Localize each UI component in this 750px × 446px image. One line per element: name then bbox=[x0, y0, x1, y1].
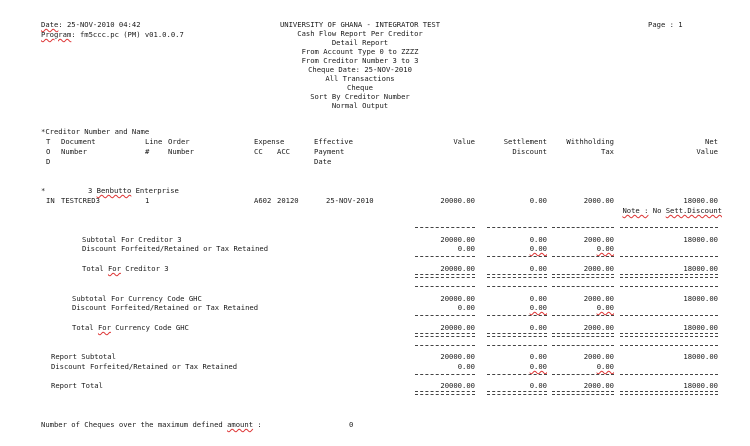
double-rule-value bbox=[415, 333, 475, 337]
col-document: Document bbox=[61, 137, 96, 146]
sort-order-text: Sort By Creditor Number bbox=[310, 92, 410, 101]
total-currency-net: 18000.00 bbox=[683, 323, 718, 332]
col-t: T bbox=[46, 137, 51, 146]
col-expense: Expense bbox=[254, 137, 285, 146]
rule-value bbox=[415, 315, 475, 316]
double-rule-net bbox=[620, 391, 718, 395]
subtotal-creditor-tax: 2000.00 bbox=[583, 235, 614, 244]
report-total-net: 18000.00 bbox=[683, 381, 718, 390]
subtotal-currency-net: 18000.00 bbox=[683, 294, 718, 303]
report-title: Cash Flow Report Per Creditor bbox=[297, 29, 423, 38]
cheques-over-max-label bbox=[41, 420, 262, 429]
col-o: O bbox=[46, 147, 51, 156]
double-rule-net bbox=[620, 333, 718, 337]
report-total-tax: 2000.00 bbox=[583, 381, 614, 390]
txn-tax: 2000.00 bbox=[583, 196, 614, 205]
txn-effective-date: 25-NOV-2010 bbox=[326, 196, 374, 205]
report-subtotal-label: Report Subtotal bbox=[51, 352, 116, 361]
forfeited-report-label: Discount Forfeited/Retained or Tax Retained bbox=[51, 362, 238, 371]
rule-value bbox=[415, 374, 475, 375]
txn-discount: 0.00 bbox=[529, 196, 547, 205]
double-rule-value bbox=[415, 274, 475, 278]
total-currency-value: 20000.00 bbox=[440, 323, 475, 332]
report-total-value: 20000.00 bbox=[440, 381, 475, 390]
col-number: Number bbox=[61, 147, 87, 156]
date-value: : 25-NOV-2010 04:42 bbox=[58, 20, 141, 29]
subtotal-currency-label: Subtotal For Currency Code GHC bbox=[72, 294, 202, 303]
note-text: Sett.Discount bbox=[665, 206, 722, 215]
double-rule-tax bbox=[552, 391, 614, 395]
rule-value bbox=[415, 286, 475, 287]
subtotal-currency-tax: 2000.00 bbox=[583, 294, 614, 303]
creditor-range: From Creditor Number 3 to 3 bbox=[301, 56, 419, 65]
transaction-filter: All Transactions bbox=[325, 74, 395, 83]
total-creditor-net: 18000.00 bbox=[683, 264, 718, 273]
report-subtotal-net: 18000.00 bbox=[683, 352, 718, 361]
subtotal-currency-discount: 0.00 bbox=[529, 294, 547, 303]
report-subtotal-discount: 0.00 bbox=[529, 352, 547, 361]
col-withholding: Withholding bbox=[566, 137, 614, 146]
total-creditor-value: 20000.00 bbox=[440, 264, 475, 273]
double-rule-discount bbox=[487, 391, 547, 395]
total-currency-label bbox=[72, 323, 189, 332]
double-rule-net bbox=[620, 274, 718, 278]
rule-net bbox=[620, 345, 718, 346]
forfeited-creditor-discount bbox=[487, 244, 547, 253]
col-payment: Payment bbox=[314, 147, 345, 156]
txn-document: TESTCRED3 bbox=[61, 196, 100, 205]
date-label: Date bbox=[41, 20, 59, 29]
rule-net bbox=[620, 256, 718, 257]
cheques-over-max-label-b: amount bbox=[227, 420, 254, 429]
total-creditor-discount: 0.00 bbox=[529, 264, 547, 273]
report-subtotal-tax: 2000.00 bbox=[583, 352, 614, 361]
creditor-name-first: Benbutto bbox=[96, 186, 132, 195]
col-line: Line bbox=[145, 137, 163, 146]
rule-net bbox=[620, 315, 718, 316]
subtotal-creditor-net: 18000.00 bbox=[683, 235, 718, 244]
col-discount: Discount bbox=[512, 147, 547, 156]
col-order: Order bbox=[168, 137, 190, 146]
rule-value bbox=[415, 256, 475, 257]
txn-acc: 20120 bbox=[277, 196, 299, 205]
payment-method: Cheque bbox=[347, 83, 373, 92]
rule-tax bbox=[552, 286, 614, 287]
col-order-number: Number bbox=[168, 147, 194, 156]
forfeited-creditor-tax bbox=[552, 244, 614, 253]
forfeited-currency-value: 0.00 bbox=[457, 303, 475, 312]
cheques-over-max-label-c: : bbox=[253, 420, 262, 429]
forfeited-report-tax bbox=[552, 362, 614, 371]
creditor-marker: * bbox=[41, 186, 46, 195]
report-institution: UNIVERSITY OF GHANA - INTEGRATOR TEST bbox=[279, 20, 441, 29]
account-range: From Account Type 0 to ZZZZ bbox=[301, 47, 419, 56]
creditor-name-rest: Enterprise bbox=[131, 186, 179, 195]
double-rule-tax bbox=[552, 333, 614, 337]
forfeited-creditor-tax-text: 0.00 bbox=[596, 244, 614, 253]
rule-tax bbox=[552, 256, 614, 257]
rule-net bbox=[620, 374, 718, 375]
forfeited-currency-discount bbox=[487, 303, 547, 312]
total-creditor-label-b: For bbox=[107, 264, 121, 273]
rule-discount bbox=[487, 315, 547, 316]
note-prefix: No bbox=[652, 206, 666, 215]
program-line bbox=[41, 30, 184, 39]
total-currency-discount: 0.00 bbox=[529, 323, 547, 332]
total-creditor-label bbox=[82, 264, 169, 273]
subtotal-creditor-label: Subtotal For Creditor 3 bbox=[82, 235, 182, 244]
rule-discount bbox=[487, 345, 547, 346]
program-label: Program bbox=[41, 30, 72, 39]
rule-discount bbox=[487, 227, 547, 228]
double-rule-tax bbox=[552, 274, 614, 278]
forfeited-currency-label: Discount Forfeited/Retained or Tax Retained bbox=[72, 303, 259, 312]
forfeited-report-discount bbox=[487, 362, 547, 371]
col-acc: ACC bbox=[277, 147, 290, 156]
note-line bbox=[560, 206, 722, 215]
report-total-label: Report Total bbox=[51, 381, 103, 390]
subtotal-creditor-discount: 0.00 bbox=[529, 235, 547, 244]
total-currency-label-a: Total bbox=[72, 323, 98, 332]
date-line bbox=[41, 20, 141, 29]
page-number: Page : 1 bbox=[648, 20, 683, 29]
rule-tax bbox=[552, 315, 614, 316]
report-subtotal-value: 20000.00 bbox=[440, 352, 475, 361]
col-settlement: Settlement bbox=[503, 137, 547, 146]
subtotal-creditor-value: 20000.00 bbox=[440, 235, 475, 244]
col-d: D bbox=[46, 157, 51, 166]
total-creditor-tax: 2000.00 bbox=[583, 264, 614, 273]
total-currency-label-b: For bbox=[97, 323, 111, 332]
total-currency-tax: 2000.00 bbox=[583, 323, 614, 332]
txn-type: IN bbox=[46, 196, 55, 205]
rule-value bbox=[415, 345, 475, 346]
cheques-over-max-label-a: Number of Cheques over the maximum defined bbox=[41, 420, 228, 429]
rule-discount bbox=[487, 374, 547, 375]
forfeited-creditor-value: 0.00 bbox=[457, 244, 475, 253]
forfeited-report-discount-text: 0.00 bbox=[529, 362, 547, 371]
sort-order bbox=[240, 92, 480, 101]
double-rule-discount bbox=[487, 274, 547, 278]
forfeited-currency-discount-text: 0.00 bbox=[529, 303, 547, 312]
rule-discount bbox=[487, 256, 547, 257]
col-effective: Effective bbox=[314, 137, 353, 146]
rule-net bbox=[620, 227, 718, 228]
col-net-value: Value bbox=[696, 147, 718, 156]
rule-tax bbox=[552, 374, 614, 375]
double-rule-value bbox=[415, 391, 475, 395]
note-label: Note : bbox=[622, 206, 649, 215]
creditor-name bbox=[88, 186, 179, 195]
output-mode: Normal Output bbox=[331, 101, 389, 110]
rule-tax bbox=[552, 345, 614, 346]
double-rule-discount bbox=[487, 333, 547, 337]
forfeited-report-tax-text: 0.00 bbox=[596, 362, 614, 371]
forfeited-report-value: 0.00 bbox=[457, 362, 475, 371]
cheques-over-max-value: 0 bbox=[349, 420, 354, 429]
col-date: Date bbox=[314, 157, 332, 166]
txn-net: 18000.00 bbox=[683, 196, 718, 205]
col-value: Value bbox=[453, 137, 475, 146]
rule-net bbox=[620, 286, 718, 287]
forfeited-currency-tax-text: 0.00 bbox=[596, 303, 614, 312]
col-line-hash: # bbox=[145, 147, 150, 156]
txn-line: 1 bbox=[145, 196, 150, 205]
program-value: : fm5ccc.pc (PM) v01.0.0.7 bbox=[71, 30, 184, 39]
txn-cc: A602 bbox=[254, 196, 272, 205]
txn-value: 20000.00 bbox=[440, 196, 475, 205]
subtotal-currency-value: 20000.00 bbox=[440, 294, 475, 303]
report-type: Detail Report bbox=[331, 38, 389, 47]
col-cc: CC bbox=[254, 147, 263, 156]
col-tax: Tax bbox=[601, 147, 614, 156]
report-total-discount: 0.00 bbox=[529, 381, 547, 390]
cheque-date: Cheque Date: 25-NOV-2010 bbox=[308, 65, 412, 74]
rule-value bbox=[415, 227, 475, 228]
forfeited-currency-tax bbox=[552, 303, 614, 312]
rule-discount bbox=[487, 286, 547, 287]
creditor-heading: *Creditor Number and Name bbox=[41, 127, 150, 136]
forfeited-creditor-label: Discount Forfeited/Retained or Tax Retained bbox=[82, 244, 269, 253]
total-creditor-label-a: Total bbox=[82, 264, 108, 273]
total-currency-label-c: Currency Code GHC bbox=[110, 323, 189, 332]
col-net: Net bbox=[705, 137, 718, 146]
rule-tax bbox=[552, 227, 614, 228]
forfeited-creditor-discount-text: 0.00 bbox=[529, 244, 547, 253]
creditor-number: 3 bbox=[88, 186, 93, 195]
total-creditor-label-c: Creditor 3 bbox=[120, 264, 169, 273]
